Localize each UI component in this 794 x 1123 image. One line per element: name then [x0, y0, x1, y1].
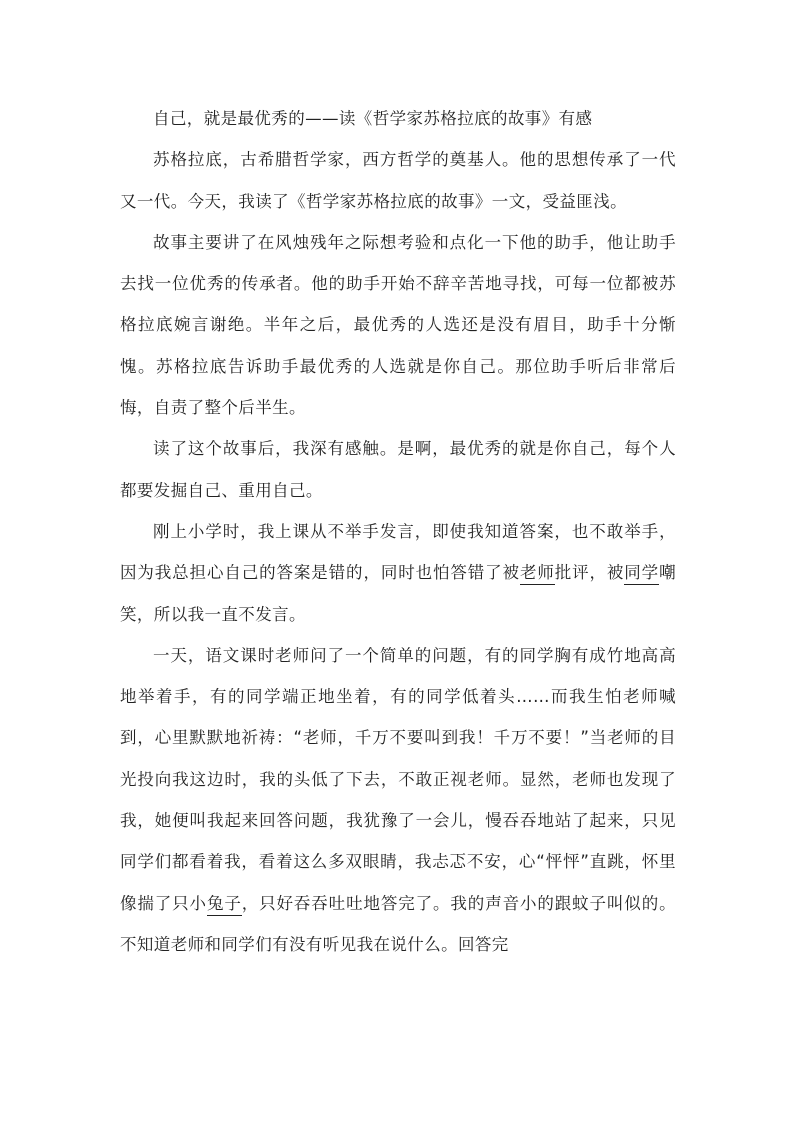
paragraph-4 — [120, 511, 676, 635]
classmate-link[interactable]: 同学 — [624, 563, 659, 585]
paragraph-5 — [120, 635, 676, 965]
paragraph-2: 故事主要讲了在风烛残年之际想考验和点化一下他的助手，他让助手去找一位优秀的传承者。他的助手开始不辞辛苦地寻找，可每一位都被苏格拉底婉言谢绝。半年之后，最优秀的人选还是没有眉目，助手十分惭愧。苏格拉底告诉助手最优秀的人选就是你自己。那位助手听后非常后悔，自责了整个后半生。 — [120, 232, 676, 418]
rabbit-link[interactable]: 兔子 — [207, 894, 242, 916]
paragraph-5-text-b: ，只好吞吞吐吐地答完了。我的声音小的跟蚊子叫似的。不知道老师和同学们有没有听见我在说什么。回答完 — [120, 893, 676, 954]
paragraph-1: 苏格拉底，古希腊哲学家，西方哲学的奠基人。他的思想传承了一代又一代。今天，我读了《哲学家苏格拉底的故事》一文，受益匪浅。 — [120, 150, 676, 211]
paragraph-4-text-b: 批评，被 — [554, 563, 625, 583]
paragraph-4-text-a: 刚上小学时，我上课从不举手发言，即使我知道答案，也不敢举手，因为我总担心自己的答案是错的，同时也怕答错了被 — [120, 521, 676, 583]
paragraph-4-text-c: 嘲笑，所以我一直不发言。 — [120, 563, 676, 624]
document-page — [120, 98, 676, 965]
paragraph-3: 读了这个故事后，我深有感触。是啊，最优秀的就是你自己，每个人都要发掘自己、重用自己。 — [120, 439, 676, 500]
teacher-link[interactable]: 老师 — [520, 563, 555, 585]
paragraph-5-text-a: 一天，语文课时老师问了一个简单的问题，有的同学胸有成竹地高高地举着手，有的同学端正地坐着，有的同学低着头……而我生怕老师喊到，心里默默地祈祷：“老师，千万不要叫到我！千万不要！”当老师的目光投向我这边时，我的头低了下去，不敢正视老师。显然，老师也发现了我，她便叫我起来回答问题，我犹豫了一会儿，慢吞吞地站了起来，只见同学们都看着我，看着这么多双眼睛，我忐忑不安，心“怦怦”直跳，怀里像揣了只小 — [120, 645, 676, 913]
document-title: 自己，就是最优秀的——读《哲学家苏格拉底的故事》有感 — [153, 109, 593, 128]
